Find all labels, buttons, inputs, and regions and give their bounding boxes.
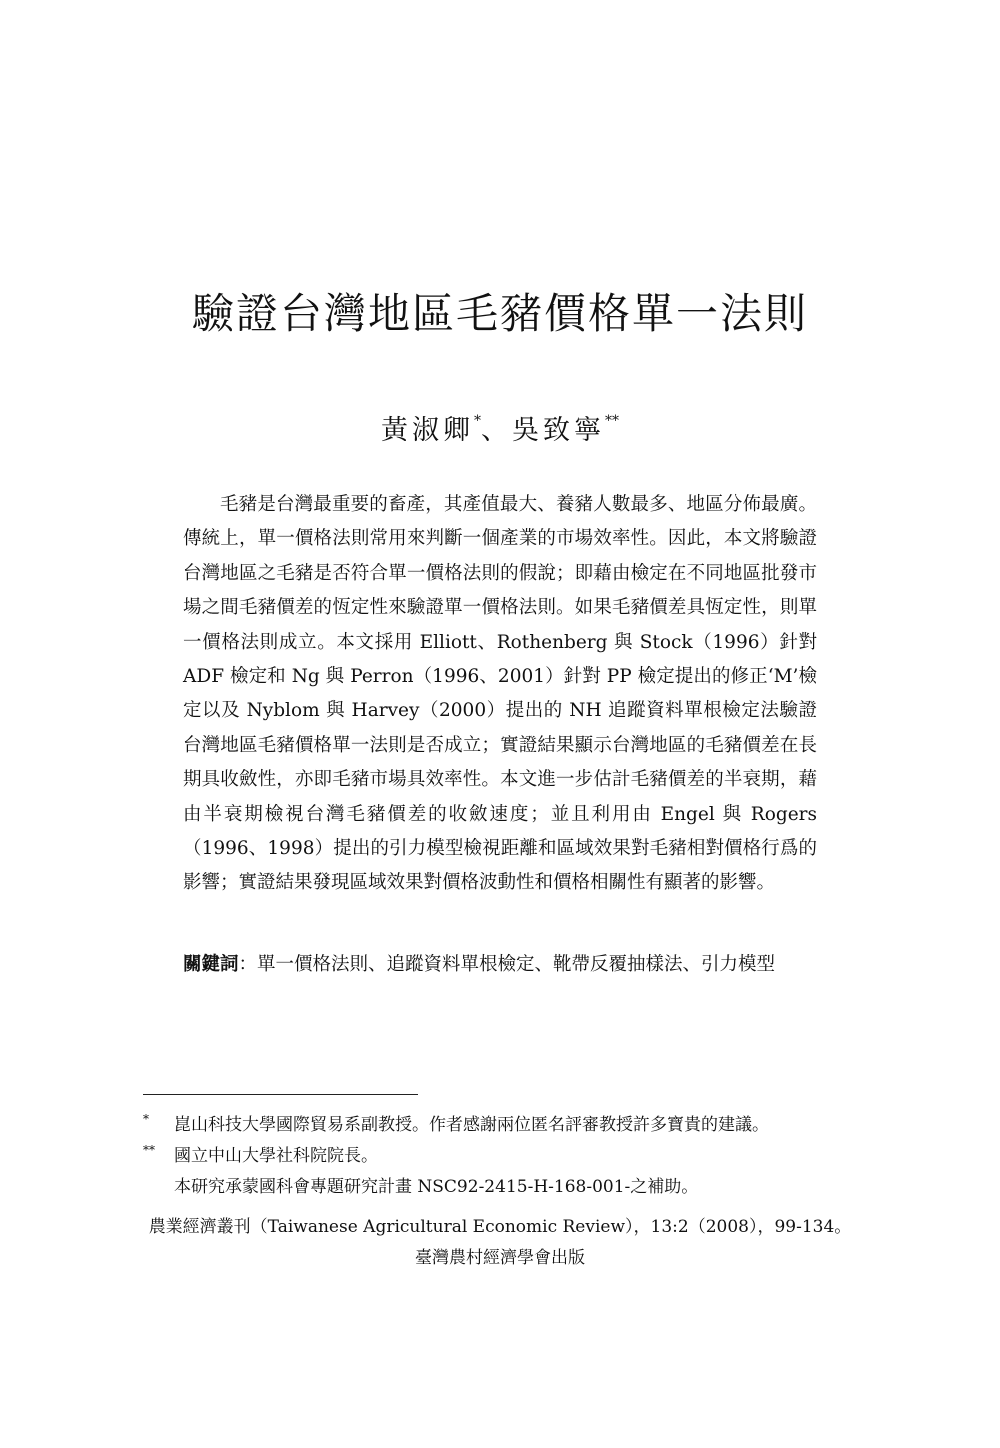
author-name: 黃淑卿	[381, 415, 474, 446]
author-list	[0, 405, 1000, 451]
author-affiliation-mark: **	[605, 413, 619, 429]
author-affiliation-mark: *	[474, 413, 481, 429]
journal-citation: 農業經濟叢刊（Taiwanese Agricultural Economic Review），13:2（2008），99-134。	[148, 1217, 852, 1237]
author-name: 吳致寧	[512, 415, 605, 446]
keywords-separator: ：	[238, 954, 258, 975]
footnote-text: 崑山科技大學國際貿易系副教授。作者感謝兩位匿名評審教授許多寶貴的建議。	[174, 1115, 769, 1135]
footnote-mark: *	[143, 1112, 149, 1126]
journal-publisher: 臺灣農村經濟學會出版	[415, 1248, 585, 1268]
author-separator: 、	[481, 415, 512, 446]
footnote-mark: **	[143, 1143, 155, 1157]
keywords-list: 單一價格法則、追蹤資料單根檢定、靴帶反覆抽樣法、引力模型	[257, 954, 776, 975]
keywords-line	[183, 948, 817, 982]
keywords-label: 關鍵詞	[183, 954, 239, 975]
footnote-text: 本研究承蒙國科會專題研究計畫 NSC92-2415-H-168-001-之補助。	[174, 1177, 699, 1197]
footnote-text: 國立中山大學社科院院長。	[174, 1146, 378, 1166]
paper-title: 驗證台灣地區毛豬價格單一法則	[191, 289, 808, 338]
abstract-paragraph: 毛豬是台灣最重要的畜產，其產值最大、養豬人數最多、地區分佈最廣。傳統上，單一價格法則常用來判斷一個產業的市場效率性。因此，本文將驗證台灣地區之毛豬是否符合單一價格法則的假說；即藉由檢定在不同地區批發市場之間毛豬價差的恆定性來驗證單一價格法則。如果毛豬價差具恆定性，則單一價格法則成立。本文採用 Elliott、Rothenberg 與 Stock（1996）針對 ADF 檢定和 Ng 與 Perron（1996、2001）針對 PP 檢定提出的修正‘M’檢定以及 Nyblom 與 Harvey（2000）提出的 NH 追蹤資料單根檢定法驗證台灣地區毛豬價格單一法則是否成立；實證結果顯示台灣地區的毛豬價差在長期具收斂性，亦即毛豬市場具效率性。本文進一步估計毛豬價差的半衰期，藉由半衰期檢視台灣毛豬價差的收斂速度；並且利用由 Engel 與 Rogers（1996、1998）提出的引力模型檢視距離和區域效果對毛豬相對價格行爲的影響；實證結果發現區域效果對價格波動性和價格相關性有顯著的影響。	[183, 494, 817, 894]
footnote-divider	[143, 1094, 418, 1095]
